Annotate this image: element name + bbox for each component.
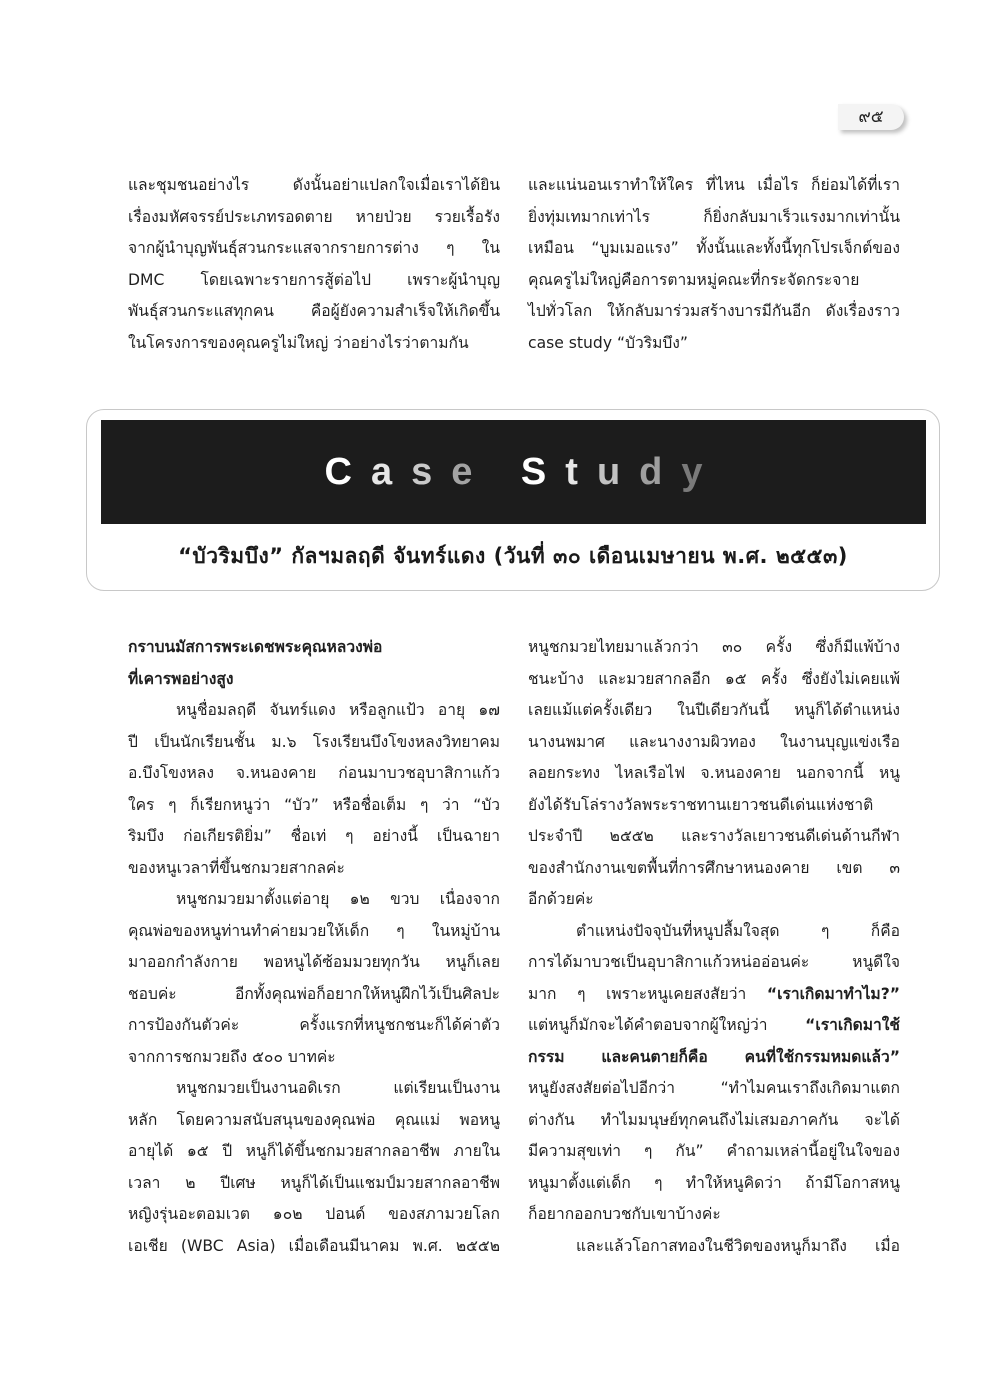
title-letter: y xyxy=(681,450,722,493)
text-line: ในโครงการของคุณครูไม่ใหญ่ ว่าอย่างไรว่าตามกัน xyxy=(128,333,469,352)
text-line xyxy=(128,1073,500,1105)
text-line xyxy=(528,632,900,664)
text-line xyxy=(528,1136,900,1168)
line-text: หนูชกมวยไทยมาแล้วกว่า ๓๐ ครั้ง ซึ่งก็มีแพ้บ้าง xyxy=(528,638,900,656)
line-text: ปี เป็นนักเรียนชั้น ม.๖ โรงเรียนบึงโขงหลงวิทยาคม xyxy=(128,732,500,751)
text-line: DMC โดยเฉพาะรายการสู้ต่อไป เพราะผู้นำบุญ xyxy=(128,270,500,289)
text-line xyxy=(528,853,900,885)
line-text: การได้มาบวชเป็นอุบาสิกาแก้วหน่ออ่อนค่ะ หนูดีใจ xyxy=(528,953,900,971)
line-text: ตำแหน่งปัจจุบันที่หนูปลื้มใจสุด ๆ ก็คือ xyxy=(576,921,900,940)
text-line: เรื่องมหัศจรรย์ประเภทรอดตาย หายป่วย รวยเรื้อรัง xyxy=(128,207,500,226)
text-line xyxy=(528,916,900,948)
story-heading xyxy=(128,632,500,695)
bold-text: “เราเกิดมาทำไม?” xyxy=(766,984,900,1003)
text-line: คุณครูไม่ใหญ่คือการตามหมู่คณะที่กระจัดกระจาย xyxy=(528,270,860,289)
text-line xyxy=(128,1042,500,1074)
line-text: อีกด้วยค่ะ xyxy=(528,890,594,908)
case-study-banner xyxy=(101,420,926,524)
text-line xyxy=(528,1231,900,1263)
text-line xyxy=(128,1231,500,1263)
title-letter: S xyxy=(520,450,566,493)
bold-text: กรรม และคนตายก็คือ คนที่ใช้กรรมหมดแล้ว” xyxy=(528,1047,900,1066)
line-text: ต่างกัน ทำไมมนุษย์ทุกคนถึงไม่เสมอภาคกัน จะได้ xyxy=(528,1110,900,1129)
text-line xyxy=(528,884,900,916)
title-letter: a xyxy=(370,450,412,493)
line-text: คุณพ่อของหนูท่านทำค่ายมวยให้เด็ก ๆ ในหมู่บ้าน xyxy=(128,921,500,940)
intro-right-column xyxy=(528,170,900,359)
text-line xyxy=(528,1168,900,1200)
text-line xyxy=(128,790,500,822)
text-line xyxy=(528,1199,900,1231)
line-text: เลยแม้แต่ครั้งเดียว ในปีเดียวกันนี้ หนูก็ได้ตำแหน่ง xyxy=(528,701,900,719)
text-line xyxy=(528,727,900,759)
title-letter: s xyxy=(411,450,452,493)
line-text: การป้องกันตัวค่ะ ครั้งแรกที่หนูชกชนะก็ได้ค่าตัว xyxy=(128,1016,500,1034)
text-line xyxy=(528,758,900,790)
title-letter xyxy=(491,451,521,493)
intro-left-column xyxy=(128,170,500,359)
text-line: ไปทั่วโลก ให้กลับมาร่วมสร้างบารมีกันอีก ดังเรื่องราว xyxy=(528,302,900,320)
case-study-subtitle: “บัวริมบึง” กัลฯมลฤดี จันทร์แดง (วันที่ ๓๐ เดือนเมษายน พ.ศ. ๒๕๕๓) xyxy=(178,544,848,568)
line-text: ประจำปี ๒๕๕๒ และรางวัลเยาวชนดีเด่นด้านกีฬา xyxy=(528,827,900,845)
line-text: ชอบค่ะ อีกทั้งคุณพ่อก็อยากให้หนูฝึกไว้เป็นศิลปะ xyxy=(128,984,500,1003)
text-line xyxy=(128,853,500,885)
line-text: หนูชื่อมลฤดี จันทร์แดง หรือลูกแป้ว อายุ ๑๗ xyxy=(176,701,500,719)
text-line xyxy=(128,1136,500,1168)
bold-text: “เราเกิดมาใช้ xyxy=(805,1016,900,1034)
text-line xyxy=(128,821,500,853)
line-text: ก็อยากออกบวชกับเขาบ้างค่ะ xyxy=(528,1205,721,1223)
line-text: ของหนูเวลาที่ขึ้นชกมวยสากลค่ะ xyxy=(128,858,345,877)
line-text: อายุได้ ๑๕ ปี หนูก็ได้ขึ้นชกมวยสากลอาชีพ ภายใน xyxy=(128,1142,500,1160)
line-text: และแล้วโอกาสทองในชีวิตของหนูก็มาถึง เมื่อ xyxy=(576,1236,900,1255)
story-left-column xyxy=(128,632,500,1262)
text-line xyxy=(128,727,500,759)
line-text: ของสำนักงานเขตพื้นที่การศึกษาหนองคาย เขต ๓ xyxy=(528,858,900,877)
line-text: มาออกกำลังกาย พอหนูได้ซ้อมมวยทุกวัน หนูก็เลย xyxy=(128,953,500,971)
text-line xyxy=(128,979,500,1011)
line-text: หญิงรุ่นอะตอมเวต ๑๐๒ ปอนด์ ของสภามวยโลก xyxy=(128,1205,500,1223)
line-text: ริมบึง ก่อเกียรติยิ่ม” ชื่อเท่ ๆ อย่างนี้ เป็นฉายา xyxy=(128,827,500,845)
title-letter: d xyxy=(639,450,682,493)
text-line xyxy=(128,884,500,916)
line-text: หลัก โดยความสนับสนุนของคุณพ่อ คุณแม่ พอหนู xyxy=(128,1110,500,1129)
story-right-column xyxy=(528,632,900,1262)
text-line xyxy=(128,1105,500,1137)
line-text: นางนพมาศ และนางงามผิวทอง ในงานบุญแข่งเรือ xyxy=(528,732,900,751)
text-line xyxy=(528,947,900,979)
text-line: และชุมชนอย่างไร ดังนั้นอย่าแปลกใจเมื่อเราได้ยิน xyxy=(128,176,500,194)
line-text: เวลา ๒ ปีเศษ หนูก็ได้เป็นแชมป์มวยสากลอาชีพ xyxy=(128,1173,500,1192)
heading-line: กราบนมัสการพระเดชพระคุณหลวงพ่อ xyxy=(128,638,383,656)
text-line: ยิ่งทุ่มเทมากเท่าไร ก็ยิ่งกลับมาเร็วแรงมากเท่านั้น xyxy=(528,207,900,226)
line-text: แต่หนูก็มักจะได้คำตอบจากผู้ใหญ่ว่า xyxy=(528,1016,806,1034)
text-line xyxy=(528,695,900,727)
text-line: เหมือน “บูมเมอแรง” ทั้งนั้นและทั้งนี้ทุกโปรเจ็กต์ของ xyxy=(528,239,900,257)
line-text: ลอยกระทง ไหลเรือไฟ จ.หนองคาย นอกจากนี้ หนู xyxy=(528,764,900,782)
text-line xyxy=(528,979,900,1011)
text-line xyxy=(528,821,900,853)
line-text: ใคร ๆ ก็เรียกหนูว่า “บัว” หรือชื่อเต็ม ๆ ว่า “บัว xyxy=(128,795,500,814)
text-line xyxy=(128,1199,500,1231)
title-letter: C xyxy=(324,450,371,493)
text-line xyxy=(528,664,900,696)
heading-line: ที่เคารพอย่างสูง xyxy=(128,669,234,688)
line-text: หนูชกมวยมาตั้งแต่อายุ ๑๒ ขวบ เนื่องจาก xyxy=(176,890,500,908)
text-line: จากผู้นำบุญพันธุ์สวนกระแสจากรายการต่าง ๆ ใน xyxy=(128,239,500,257)
line-text: หนูมาตั้งแต่เด็ก ๆ ทำให้หนูคิดว่า ถ้ามีโอกาสหนู xyxy=(528,1173,900,1192)
line-text: หนูยังสงสัยต่อไปอีกว่า “ทำไมคนเราถึงเกิดมาแตก xyxy=(528,1079,900,1097)
page-number: ๙๕ xyxy=(838,104,904,130)
text-line: พันธุ์สวนกระแสทุกคน คือผู้ยังความสำเร็จให้เกิดขึ้น xyxy=(128,302,500,320)
line-text: หนูชกมวยเป็นงานอดิเรก แต่เรียนเป็นงาน xyxy=(176,1079,500,1097)
text-line xyxy=(128,1010,500,1042)
text-line xyxy=(528,1105,900,1137)
text-line xyxy=(528,1042,900,1074)
line-text: อ.บึงโขงหลง จ.หนองคาย ก่อนมาบวชอุบาสิกาแก้ว xyxy=(128,764,500,782)
text-line: และแน่นอนเราทำให้ใคร ที่ไหน เมื่อไร ก็ย่อมได้ที่เรา xyxy=(528,176,900,194)
line-text: ชนะบ้าง และมวยสากลอีก ๑๕ ครั้ง ซึ่งยังไม่เคยแพ้ xyxy=(528,669,900,688)
title-letter: e xyxy=(451,450,492,493)
text-line xyxy=(128,947,500,979)
text-line xyxy=(528,1010,900,1042)
line-text: ยังได้รับโล่รางวัลพระราชทานเยาวชนดีเด่นแห่งชาติ xyxy=(528,795,874,814)
line-text: เอเชีย (WBC Asia) เมื่อเดือนมีนาคม พ.ศ. ๒๕๕๒ xyxy=(128,1236,500,1255)
title-letter: t xyxy=(565,450,597,493)
text-line xyxy=(128,1168,500,1200)
line-text: มาก ๆ เพราะหนูเคยสงสัยว่า xyxy=(528,984,767,1003)
text-line xyxy=(528,790,900,822)
text-line xyxy=(528,1073,900,1105)
text-line xyxy=(128,916,500,948)
case-study-title xyxy=(324,451,721,494)
line-text: จากการชกมวยถึง ๕๐๐ บาทค่ะ xyxy=(128,1047,336,1066)
text-line xyxy=(128,758,500,790)
text-line: case study “บัวริมบึง” xyxy=(528,333,688,352)
line-text: มีความสุขเท่า ๆ กัน” คำถามเหล่านี้อยู่ในใจของ xyxy=(528,1142,900,1160)
text-line xyxy=(128,695,500,727)
title-letter: u xyxy=(596,450,640,493)
